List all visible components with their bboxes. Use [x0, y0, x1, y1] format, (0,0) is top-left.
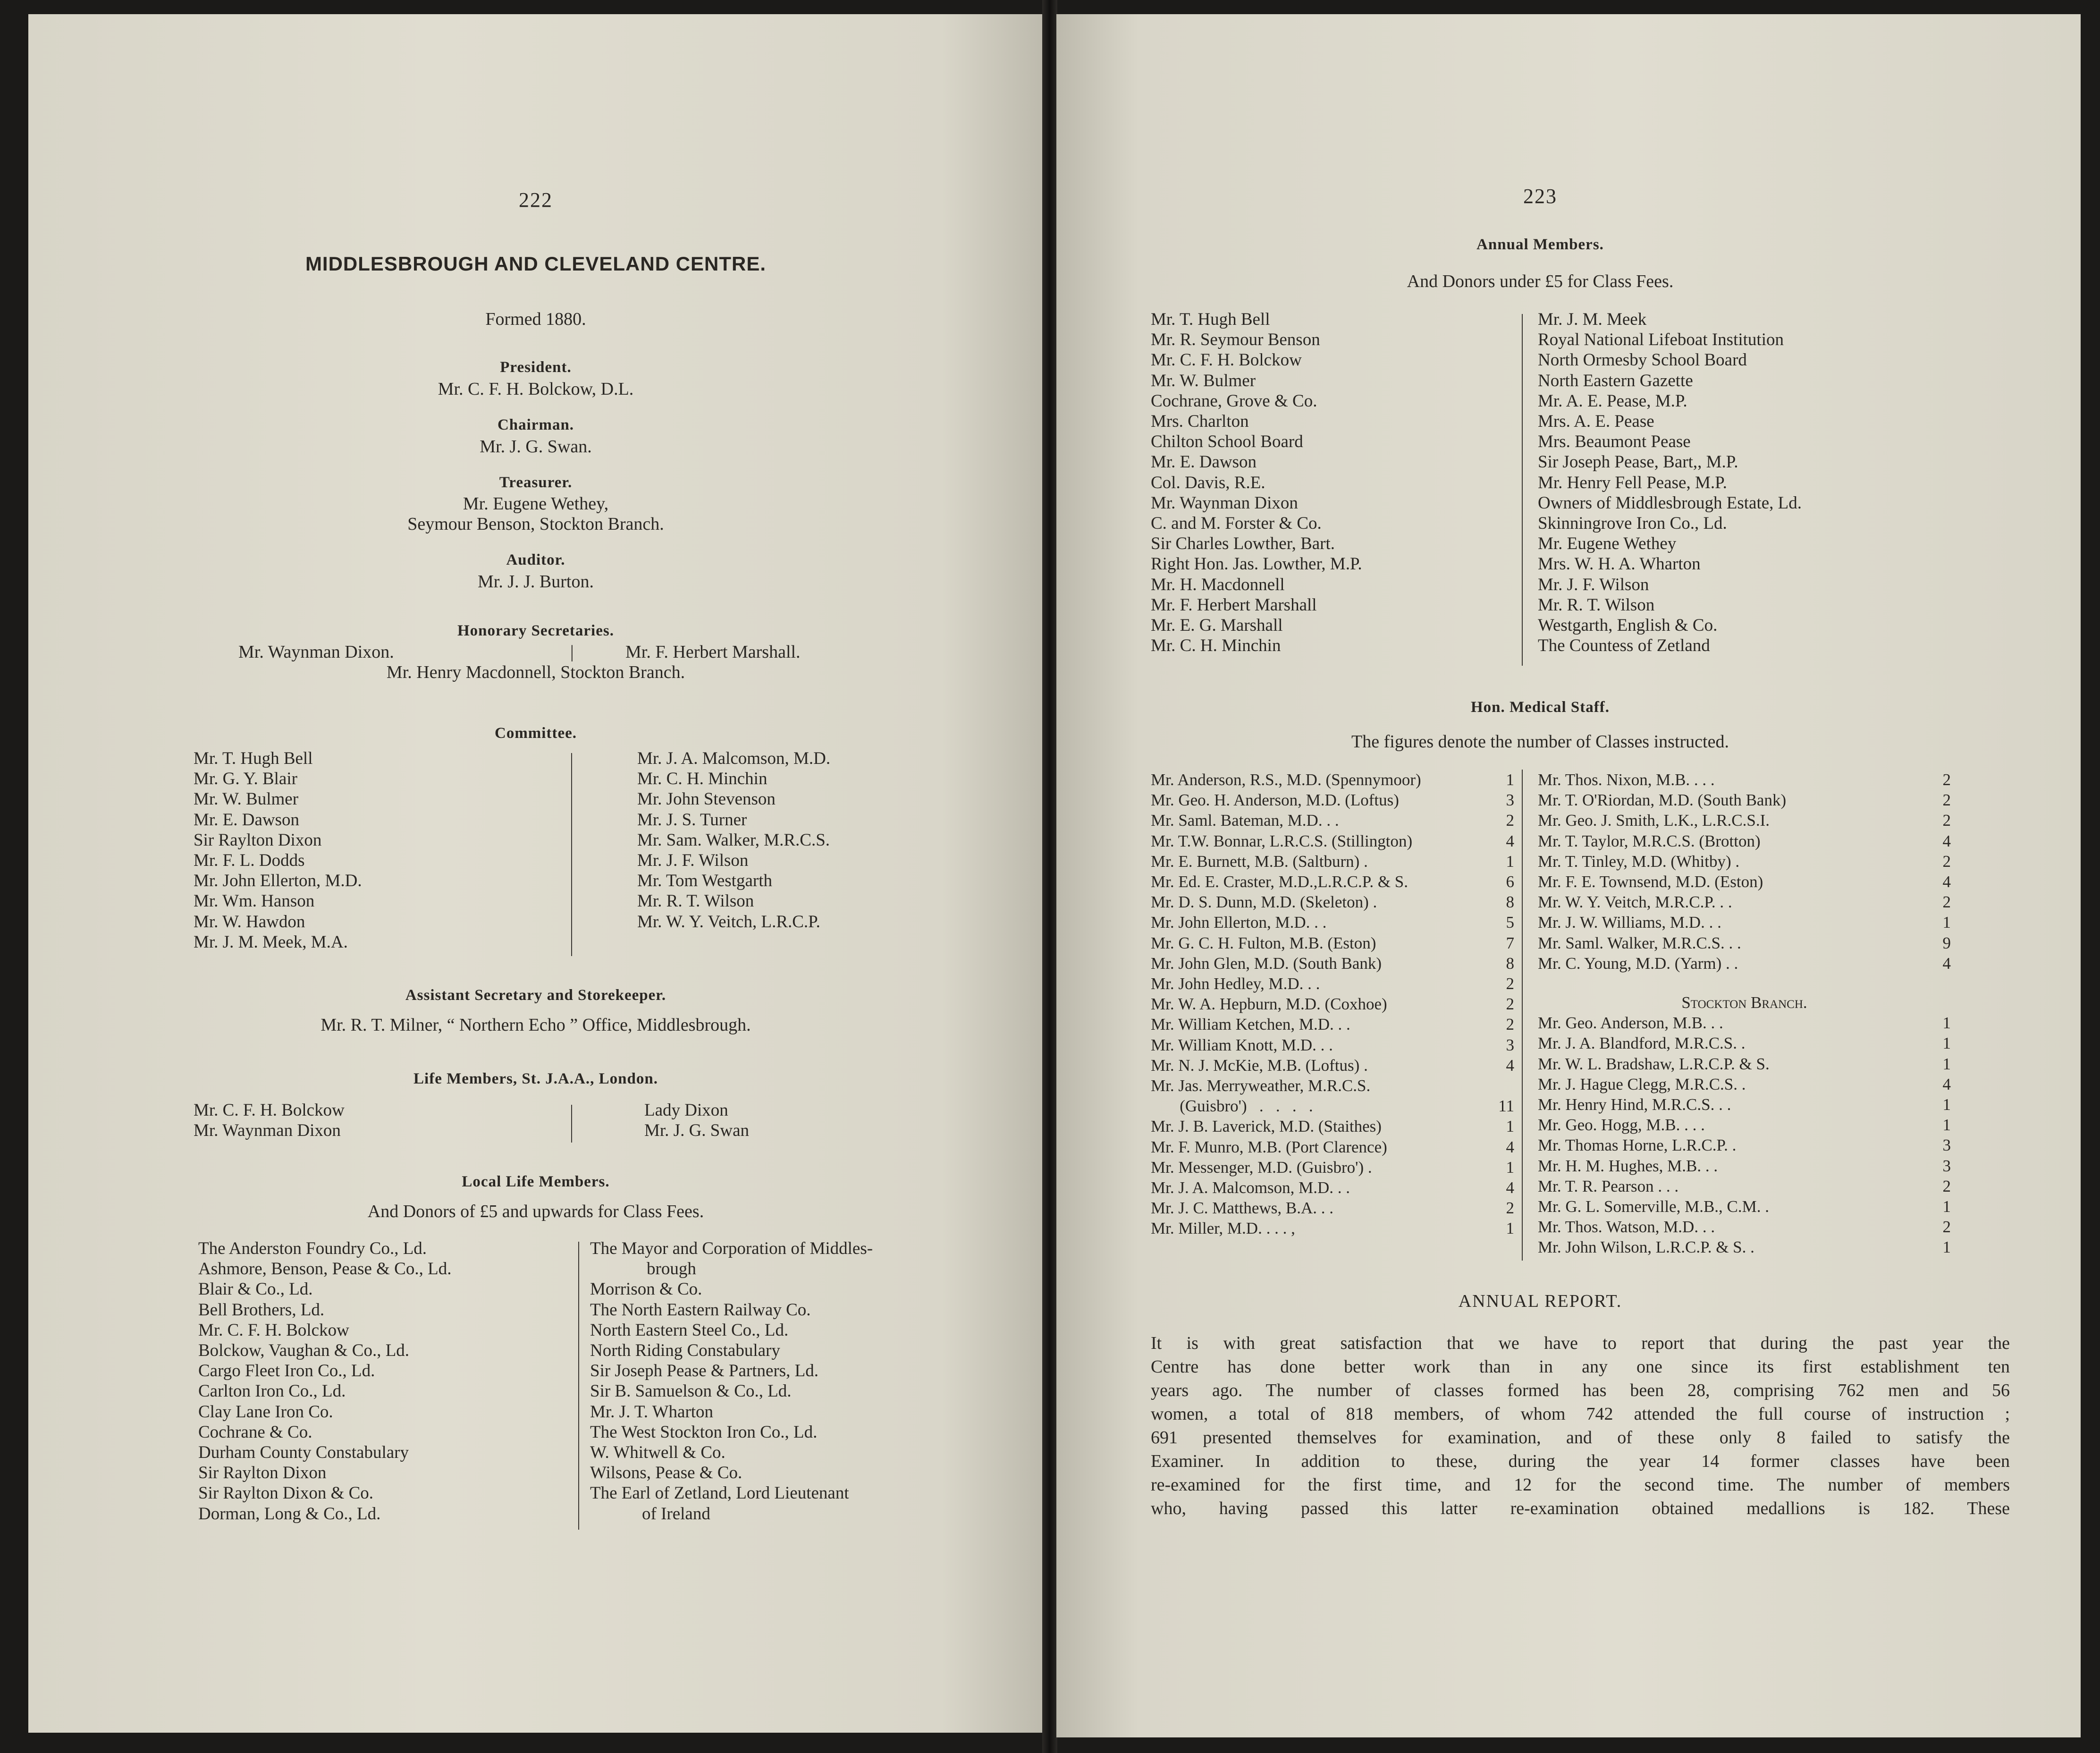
annual-member: Sir Joseph Pease, Bart,, M.P. [1538, 452, 1738, 472]
annual-member: Mrs. Beaumont Pease [1538, 432, 1691, 452]
medical-staff-row: Mr. H. M. Hughes, M.B. . . 3 [1538, 1156, 1951, 1175]
annual-report-line: Examiner. In addition to these, during the year 14 former classes have been [1151, 1451, 2010, 1471]
medical-staff-row: Mr. N. J. McKie, M.B. (Loftus) . 4 [1151, 1056, 1514, 1075]
local-life-member: Bell Brothers, Ld. [198, 1300, 325, 1320]
hon-secretary-separator: | [570, 642, 574, 662]
president-heading: President. [500, 359, 572, 376]
local-life-member: The Anderston Foundry Co., Ld. [198, 1239, 427, 1258]
committee-member: Sir Raylton Dixon [194, 830, 322, 850]
committee-member: Mr. F. L. Dodds [194, 851, 305, 871]
local-life-member: Durham County Constabulary [198, 1443, 409, 1463]
formed-line: Formed 1880. [485, 309, 586, 329]
medical-staff-row: Mr. F. Munro, M.B. (Port Clarence) 4 [1151, 1137, 1514, 1156]
committee-member: Mr. W. Y. Veitch, L.R.C.P. [637, 912, 820, 932]
medical-staff-row: Mr. William Ketchen, M.D. . . 2 [1151, 1015, 1514, 1034]
local-life-members-right-list [590, 1238, 982, 1524]
right-page [1056, 14, 2081, 1737]
stockton-branch-heading: Stockton Branch. [1681, 993, 1807, 1012]
life-members-left-list [194, 1100, 345, 1141]
medical-staff-row: Mr. Geo. J. Smith, L.K., L.R.C.S.I. 2 [1538, 811, 1951, 830]
medical-staff-row: Mr. T.W. Bonnar, L.R.C.S. (Stillington) 4 [1151, 831, 1514, 850]
medical-staff-left-list [1151, 770, 1514, 1239]
annual-member: Mr. T. Hugh Bell [1151, 310, 1270, 329]
local-life-member: Wilsons, Pease & Co. [590, 1463, 742, 1483]
annual-report-line: It is with great satisfaction that we have to report that during the past year the [1151, 1333, 2010, 1353]
assistant-secretary-name: Mr. R. T. Milner, “ Northern Echo ” Office, Middlesbrough. [320, 1015, 751, 1035]
medical-staff-row: Mr. G. L. Somerville, M.B., C.M. . 1 [1538, 1197, 1951, 1216]
committee-member: Mr. W. Bulmer [194, 789, 299, 809]
committee-member: Mr. R. T. Wilson [637, 891, 754, 911]
annual-member: Mrs. A. E. Pease [1538, 412, 1654, 432]
medical-staff-row: Mr. Saml. Walker, M.R.C.S. . . 9 [1538, 933, 1951, 952]
medical-staff-row: Mr. J. Hague Clegg, M.R.C.S. . 4 [1538, 1075, 1951, 1093]
committee-member: Mr. J. A. Malcomson, M.D. [637, 749, 831, 768]
hon-secretary-third: Mr. Henry Macdonnell, Stockton Branch. [386, 662, 685, 682]
committee-member: Mr. W. Hawdon [194, 912, 305, 932]
page-title: MIDDLESBROUGH AND CLEVELAND CENTRE. [305, 253, 767, 275]
local-life-member: Sir Raylton Dixon [198, 1463, 327, 1483]
annual-member: Royal National Lifeboat Institution [1538, 330, 1784, 350]
treasurer-name: Mr. Eugene Wethey, [463, 494, 609, 514]
column-divider [578, 1242, 579, 1530]
committee-member: Mr. Sam. Walker, M.R.C.S. [637, 830, 830, 850]
annual-member: Mr. H. Macdonnell [1151, 575, 1285, 594]
local-life-member: Sir B. Samuelson & Co., Ld. [590, 1381, 792, 1401]
medical-staff-row: Mr. J. A. Malcomson, M.D. . . 4 [1151, 1178, 1514, 1197]
life-member: Mr. J. G. Swan [644, 1121, 750, 1141]
president-name: Mr. C. F. H. Bolckow, D.L. [438, 379, 634, 399]
chairman-heading: Chairman. [497, 416, 574, 433]
committee-heading: Committee. [494, 725, 577, 742]
medical-staff-row: Mr. Jas. Merryweather, M.R.C.S. [1151, 1076, 1371, 1095]
committee-member: Mr. T. Hugh Bell [194, 749, 313, 768]
annual-member: Skinningrove Iron Co., Ld. [1538, 514, 1727, 534]
local-life-member: Mr. C. F. H. Bolckow [198, 1320, 349, 1340]
medical-staff-row: Mr. J. C. Matthews, B.A. . . 2 [1151, 1199, 1514, 1218]
local-life-member: Clay Lane Iron Co. [198, 1402, 333, 1422]
column-divider [571, 1105, 572, 1143]
annual-member: Mr. J. F. Wilson [1538, 575, 1649, 594]
annual-member: Mr. E. G. Marshall [1151, 616, 1283, 635]
medical-staff-row: Mr. William Knott, M.D. . . 3 [1151, 1035, 1514, 1054]
medical-staff-row: Mr. Thos. Watson, M.D. . . 2 [1538, 1218, 1951, 1236]
medical-staff-row: Mr. C. Young, M.D. (Yarm) . . 4 [1538, 954, 1951, 973]
annual-report-line: years ago. The number of classes formed has been 28, comprising 762 men and 56 [1151, 1380, 2010, 1400]
annual-member: Right Hon. Jas. Lowther, M.P. [1151, 554, 1362, 574]
annual-member: Mr. J. M. Meek [1538, 310, 1647, 329]
annual-member: Mr. R. T. Wilson [1538, 595, 1655, 615]
local-life-members-heading: Local Life Members. [462, 1173, 610, 1190]
auditor-name: Mr. J. J. Burton. [478, 572, 594, 592]
medical-staff-row: Mr. Anderson, R.S., M.D. (Spennymoor) 1 [1151, 771, 1514, 789]
medical-staff-row: Mr. W. Y. Veitch, M.R.C.P. . . 2 [1538, 893, 1951, 912]
medical-staff-row: Mr. Messenger, M.D. (Guisbro') . 1 [1151, 1158, 1514, 1177]
local-life-member: North Eastern Steel Co., Ld. [590, 1320, 789, 1340]
medical-staff-row: Mr. J. B. Laverick, M.D. (Staithes) 1 [1151, 1117, 1514, 1136]
annual-members-left-list [1151, 309, 1362, 656]
committee-member: Mr. J. M. Meek, M.A. [194, 932, 348, 952]
medical-staff-row: Mr. Geo. Anderson, M.B. . . 1 [1538, 1014, 1951, 1033]
committee-member: Mr. J. S. Turner [637, 810, 747, 830]
annual-member: Mrs. W. H. A. Wharton [1538, 554, 1701, 574]
annual-members-heading: Annual Members. [1476, 236, 1604, 253]
life-member: Lady Dixon [644, 1101, 728, 1120]
annual-member: Sir Charles Lowther, Bart. [1151, 534, 1335, 554]
annual-member: Mr. R. Seymour Benson [1151, 330, 1320, 350]
medical-staff-row: Mr. E. Burnett, M.B. (Saltburn) . 1 [1151, 852, 1514, 871]
medical-staff-row: Mr. Ed. E. Craster, M.D.,L.R.C.P. & S. 6 [1151, 872, 1514, 891]
annual-report-body [1151, 1331, 2010, 1520]
column-divider [1522, 314, 1523, 666]
medical-staff-row: Mr. Thomas Horne, L.R.C.P. . 3 [1538, 1136, 1951, 1155]
local-life-member: Dorman, Long & Co., Ld. [198, 1504, 381, 1524]
treasurer-heading: Treasurer. [499, 474, 573, 491]
committee-member: Mr. E. Dawson [194, 810, 300, 830]
annual-member: Mr. C. H. Minchin [1151, 636, 1281, 656]
medical-staff-row: Mr. Henry Hind, M.R.C.S. . . 1 [1538, 1095, 1951, 1114]
local-life-member: Mr. J. T. Wharton [590, 1402, 714, 1422]
annual-member: Mr. E. Dawson [1151, 452, 1257, 472]
page-number: 223 [1523, 185, 1557, 208]
annual-report-heading: ANNUAL REPORT. [1458, 1291, 1622, 1311]
local-life-member: of Ireland [642, 1504, 710, 1524]
local-life-member: Sir Joseph Pease & Partners, Ld. [590, 1361, 819, 1381]
medical-staff-right-list [1538, 770, 1951, 1258]
committee-member: Mr. Tom Westgarth [637, 871, 772, 891]
annual-report-line: who, having passed this latter re-examination obtained medallions is 182. These [1151, 1499, 2010, 1518]
medical-staff-row: Mr. D. S. Dunn, M.D. (Skeleton) . 8 [1151, 893, 1514, 912]
local-life-member: The West Stockton Iron Co., Ld. [590, 1422, 818, 1442]
committee-member: Mr. Wm. Hanson [194, 891, 315, 911]
medical-staff-row: Mr. T. R. Pearson . . . 2 [1538, 1177, 1951, 1195]
local-life-member: The Mayor and Corporation of Middles- [590, 1239, 873, 1258]
committee-member: Mr. J. F. Wilson [637, 851, 749, 871]
committee-left-list [194, 748, 362, 952]
committee-member: Mr. C. H. Minchin [637, 769, 767, 789]
medical-staff-row: Mr. John Hedley, M.D. . . 2 [1151, 974, 1514, 993]
medical-staff-row: Mr. John Ellerton, M.D. . . 5 [1151, 913, 1514, 932]
local-life-member: Blair & Co., Ld. [198, 1279, 313, 1299]
local-life-member: Ashmore, Benson, Pease & Co., Ld. [198, 1259, 452, 1279]
annual-member: Chilton School Board [1151, 432, 1303, 452]
annual-members-right-list [1538, 309, 1802, 656]
annual-member: C. and M. Forster & Co. [1151, 514, 1322, 534]
local-life-member: Morrison & Co. [590, 1279, 702, 1299]
medical-staff-row: Mr. T. Taylor, M.R.C.S. (Brotton) 4 [1538, 831, 1951, 850]
local-life-member: Cochrane & Co. [198, 1422, 312, 1442]
committee-right-list [637, 748, 830, 932]
annual-report-line: women, a total of 818 members, of whom 742 attended the full course of instruction ; [1151, 1404, 2010, 1424]
column-divider [1522, 770, 1523, 1261]
column-divider [571, 753, 572, 956]
medical-staff-row: Mr. Saml. Bateman, M.D. . . 2 [1151, 811, 1514, 830]
life-members-right-list [644, 1100, 749, 1141]
medical-staff-row: (Guisbro') . . . . 11 [1151, 1097, 1514, 1116]
committee-member: Mr. John Stevenson [637, 789, 776, 809]
medical-staff-row: Mr. Miller, M.D. . . . , 1 [1151, 1219, 1514, 1238]
treasurer-detail: Seymour Benson, Stockton Branch. [407, 514, 664, 534]
annual-report-line: re-examined for the first time, and 12 for the second time. The number of members [1151, 1475, 2010, 1495]
annual-member: Mrs. Charlton [1151, 412, 1249, 432]
assistant-secretary-heading: Assistant Secretary and Storekeeper. [405, 987, 666, 1004]
hon-secretary-right: Mr. F. Herbert Marshall. [625, 642, 801, 662]
annual-member: The Countess of Zetland [1538, 636, 1710, 656]
annual-member: Mr. Eugene Wethey [1538, 534, 1677, 554]
medical-staff-row: Mr. J. W. Williams, M.D. . . 1 [1538, 913, 1951, 932]
annual-member: Mr. A. E. Pease, M.P. [1538, 391, 1687, 411]
annual-member: Mr. Henry Fell Pease, M.P. [1538, 473, 1727, 492]
auditor-heading: Auditor. [506, 551, 565, 568]
annual-member: Mr. F. Herbert Marshall [1151, 595, 1317, 615]
medical-staff-row: Mr. W. L. Bradshaw, L.R.C.P. & S. 1 [1538, 1054, 1951, 1073]
annual-members-subheading: And Donors under £5 for Class Fees. [1407, 271, 1674, 291]
left-page [28, 14, 1043, 1733]
local-life-member: W. Whitwell & Co. [590, 1443, 725, 1463]
medical-staff-row: Mr. F. E. Townsend, M.D. (Eston) 4 [1538, 872, 1951, 891]
local-life-members-left-list [198, 1238, 451, 1524]
local-life-member: North Riding Constabulary [590, 1341, 780, 1361]
local-life-members-subheading: And Donors of £5 and upwards for Class Fees. [367, 1202, 704, 1221]
local-life-member: brough [647, 1259, 696, 1279]
medical-staff-row: Mr. W. A. Hepburn, M.D. (Coxhoe) 2 [1151, 995, 1514, 1014]
medical-staff-row: Mr. John Wilson, L.R.C.P. & S. . 1 [1538, 1238, 1951, 1257]
medical-staff-row: Mr. Geo. H. Anderson, M.D. (Loftus) 3 [1151, 791, 1514, 810]
local-life-member: The Earl of Zetland, Lord Lieutenant [590, 1483, 849, 1503]
local-life-member: Sir Raylton Dixon & Co. [198, 1483, 374, 1503]
annual-member: North Eastern Gazette [1538, 371, 1693, 390]
medical-staff-heading: Hon. Medical Staff. [1471, 699, 1610, 716]
medical-staff-row: Mr. Geo. Hogg, M.B. . . . 1 [1538, 1116, 1951, 1135]
annual-member: Westgarth, English & Co. [1538, 616, 1718, 635]
medical-staff-subheading: The figures denote the number of Classes instructed. [1351, 732, 1729, 752]
medical-staff-row: Mr. J. A. Blandford, M.R.C.S. . 1 [1538, 1034, 1951, 1053]
book-gutter [1042, 0, 1057, 1753]
local-life-member: The North Eastern Railway Co. [590, 1300, 811, 1320]
local-life-member: Cargo Fleet Iron Co., Ld. [198, 1361, 375, 1381]
local-life-member: Bolckow, Vaughan & Co., Ld. [198, 1341, 410, 1361]
medical-staff-row: Mr. T. O'Riordan, M.D. (South Bank) 2 [1538, 791, 1951, 810]
annual-member: North Ormesby School Board [1538, 350, 1747, 370]
page-number: 222 [519, 188, 553, 212]
medical-staff-row: Mr. G. C. H. Fulton, M.B. (Eston) 7 [1151, 933, 1514, 952]
hon-secretary-left: Mr. Waynman Dixon. [238, 642, 394, 662]
life-member: Mr. Waynman Dixon [194, 1121, 341, 1141]
committee-member: Mr. G. Y. Blair [194, 769, 297, 789]
hon-secretaries-heading: Honorary Secretaries. [457, 622, 614, 639]
annual-member: Col. Davis, R.E. [1151, 473, 1265, 492]
local-life-member: Carlton Iron Co., Ld. [198, 1381, 346, 1401]
chairman-name: Mr. J. G. Swan. [480, 437, 592, 457]
life-member: Mr. C. F. H. Bolckow [194, 1101, 345, 1120]
annual-member: Cochrane, Grove & Co. [1151, 391, 1317, 411]
life-members-heading: Life Members, St. J.A.A., London. [413, 1070, 658, 1087]
annual-member: Owners of Middlesbrough Estate, Ld. [1538, 493, 1802, 513]
annual-member: Mr. W. Bulmer [1151, 371, 1256, 390]
medical-staff-row: Mr. John Glen, M.D. (South Bank) 8 [1151, 954, 1514, 973]
annual-member: Mr. C. F. H. Bolckow [1151, 350, 1302, 370]
annual-report-line: Centre has done better work than in any one since its first establishment ten [1151, 1357, 2010, 1377]
medical-staff-row: Mr. T. Tinley, M.D. (Whitby) . 2 [1538, 852, 1951, 871]
medical-staff-row: Mr. Thos. Nixon, M.B. . . . 2 [1538, 771, 1951, 789]
annual-report-line: 691 presented themselves for examination, and of these only 8 failed to satisfy the [1151, 1428, 2010, 1448]
committee-member: Mr. John Ellerton, M.D. [194, 871, 362, 891]
annual-member: Mr. Waynman Dixon [1151, 493, 1298, 513]
